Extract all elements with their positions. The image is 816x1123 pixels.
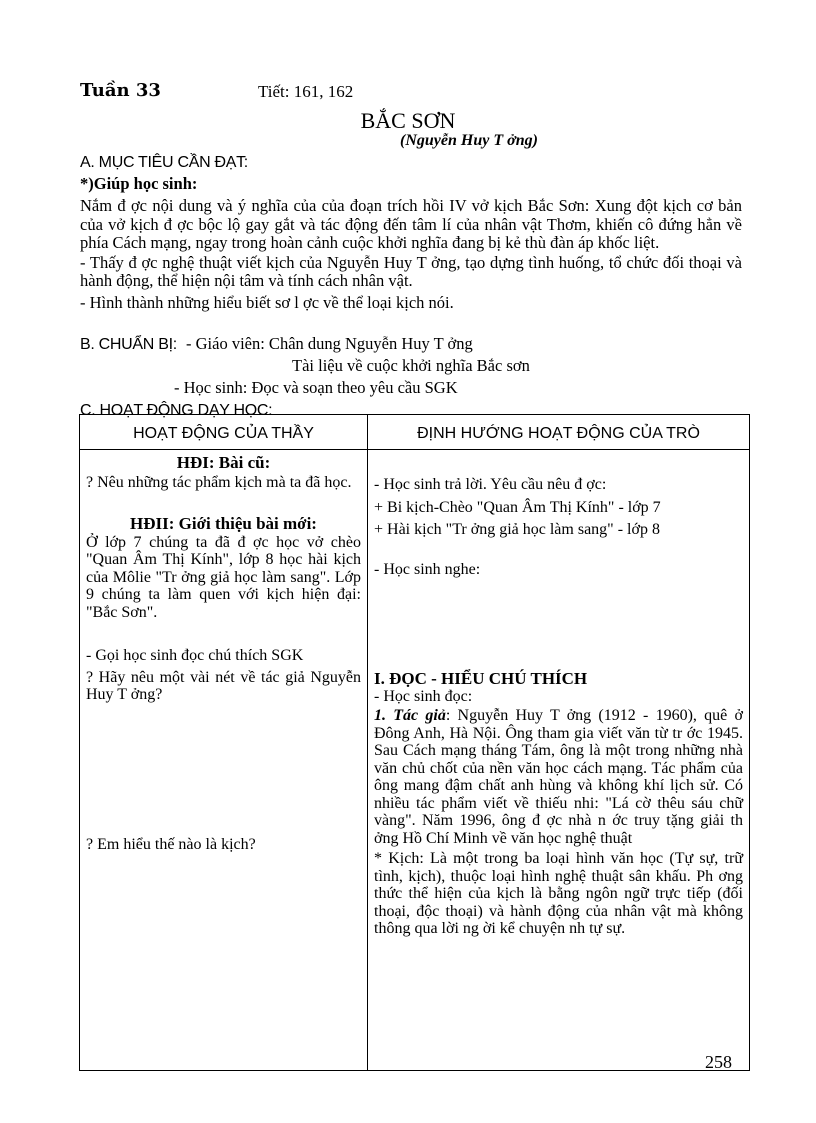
- prep-student: - Học sinh: Đọc và soạn theo yêu cầu SGK: [174, 378, 458, 397]
- table-row: [80, 450, 750, 1071]
- lesson-plan-table: [79, 414, 750, 1071]
- hd1-answer-2: + Bi kịch-Chèo "Quan Âm Thị Kính" - lớp 7: [374, 498, 661, 516]
- hd1-answer-3: + Hài kịch "Tr ởng giả học làm sang" - lớp 8: [374, 521, 660, 538]
- page-number: 258: [705, 1052, 732, 1072]
- prep-teacher-2: Tài liệu về cuộc khởi nghĩa Bắc sơn: [292, 356, 530, 375]
- section-a-sub: *)Giúp học sinh:: [80, 174, 198, 193]
- section-b-heading: B. CHUẨN BỊ:: [80, 336, 177, 353]
- part1-read: - Học sinh đọc:: [374, 687, 473, 705]
- author-answer-text: : Nguyễn Huy T ởng (1912 - 1960), quê ở Đông Anh, Hà Nội. Ông tham gia viết văn từ tr ớc 1945. Sau Cách mạng tháng Tám, ông là một trong những nhà văn chủ chốt của nền văn học cách mạng. Tác phẩm của ông mang đậm chất anh hùng và không khí lịch sử. Có nhiều tác phẩm viết về thiếu nhi: "Lá cờ thêu sáu chữ vàng". Năm 1996, ông đ ợc nhà n ớc truy tặng giải th ởng Hồ Chí Minh về văn học nghệ thuật: [374, 707, 744, 847]
- page-title: [0, 108, 816, 134]
- author-question: ? Hãy nêu một vài nét về tác giả Nguyễn Huy T ởng?: [86, 668, 361, 703]
- objective-3: - Hình thành những hiểu biết sơ l ợc về thể loại kịch nói.: [80, 292, 454, 312]
- col-header-teacher: HOẠT ĐỘNG CỦA THẦY: [80, 415, 368, 450]
- title-text: BẮC SƠN: [360, 108, 456, 133]
- drama-answer: * Kịch: Là một trong ba loại hình văn học (Tự sự, trữ tình, kịch), thuộc loại hình nghệ thuật sân khấu. Ph ơng thức thể hiện của kịch là bằng ngôn ngữ trực tiếp (đối thoại, độc thoại) và hành động của nhân vật mà không thông qua lời ng ời kể chuyện nh tự sự.: [374, 850, 743, 937]
- col-header-student: ĐỊNH HƯỚNG HOẠT ĐỘNG CỦA TRÒ: [368, 415, 750, 450]
- section-c-heading: C. HOẠT ĐỘNG DẠY HỌC:: [80, 402, 273, 419]
- prep-teacher: - Giáo viên: Chân dung Nguyễn Huy T ởng: [186, 334, 473, 353]
- hd2-text: Ở lớp 7 chúng ta đã đ ợc học vở chèo "Quan Âm Thị Kính", lớp 8 học hài kịch của Môlie "Tr ởng giả học làm sang". Lớp 9 chúng ta làm quen với kịch hiện đại: "Bắc Sơn".: [86, 533, 361, 621]
- hd2-answer: - Học sinh nghe:: [374, 560, 481, 578]
- section-a-body: [80, 197, 742, 312]
- objective-2: - Thấy đ ợc nghệ thuật viết kịch của Nguyễn Huy T ởng, tạo dựng tình huống, tổ chức đối thoại và hành động, thể hiện nội tâm và tính cách nhân vật.: [80, 252, 742, 290]
- drama-question: ? Em hiểu thế nào là kịch?: [86, 835, 256, 853]
- hd1-answer-1: - Học sinh trả lời. Yêu cầu nêu đ ợc:: [374, 476, 607, 493]
- author-line: (Nguyễn Huy T ởng): [400, 132, 538, 149]
- part1-title: I. ĐỌC - HIỂU CHÚ THÍCH: [374, 669, 588, 688]
- author-answer: [374, 707, 743, 847]
- objective-1: Nắm đ ợc nội dung và ý nghĩa của của đoạn trích hồi IV vở kịch Bắc Sơn: Xung đột kịch cơ bản của vở kịch đ ợc bộc lộ gay gắt và tác động đến tâm lí của nhân vật Thơm, khiến cô đứng hẳn về phía Cách mạng, ngay trong hoàn cảnh cuộc khởi nghĩa đang bị kẻ thù đàn áp khốc liệt.: [80, 196, 742, 252]
- hd1-title: HĐI: Bài cũ:: [176, 453, 271, 472]
- table-header-row: [80, 415, 750, 450]
- author-answer-label: 1. Tác giả: [374, 707, 446, 724]
- section-a-heading: A. MỤC TIÊU CẦN ĐẠT:: [80, 154, 248, 171]
- week-label: Tuần 33: [80, 80, 161, 101]
- hd1-question: ? Nêu những tác phẩm kịch mà ta đã học.: [86, 473, 352, 491]
- hd2-title: HĐII: Giới thiệu bài mới:: [130, 514, 317, 533]
- read-notes-question: - Gọi học sinh đọc chú thích SGK: [86, 647, 304, 664]
- lesson-label: Tiết: 161, 162: [258, 82, 354, 101]
